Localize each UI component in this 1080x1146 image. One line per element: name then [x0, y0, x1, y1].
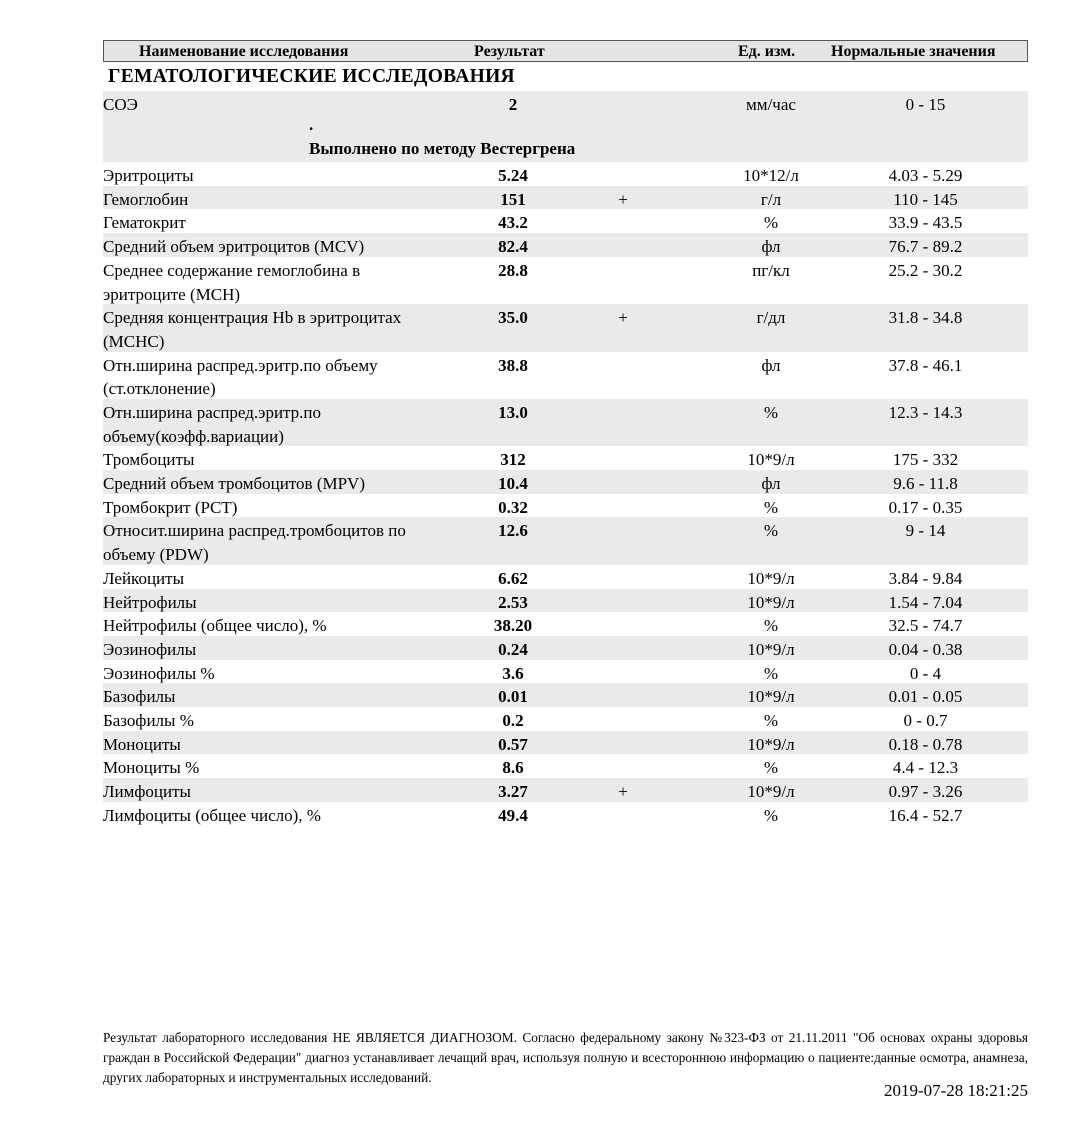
- test-name: Среднее содержание гемоглобина в эритроците (MCH): [103, 260, 361, 304]
- test-unit: фл: [761, 355, 781, 375]
- reference-range: 25.2 - 30.2: [888, 260, 963, 280]
- reference-range: 0 - 0.7: [903, 710, 948, 730]
- test-result: 312: [500, 450, 526, 470]
- table-row: [103, 731, 1028, 755]
- reference-range: 0.17 - 0.35: [888, 497, 963, 517]
- abnormal-flag: +: [618, 189, 628, 209]
- reference-range: 9 - 14: [905, 521, 946, 541]
- test-result: 82.4: [498, 237, 528, 257]
- reference-range: 16.4 - 52.7: [888, 805, 963, 825]
- table-row: [103, 470, 1028, 494]
- table-row: [103, 91, 1028, 162]
- table-row: [103, 233, 1028, 257]
- method-note: Выполнено по методу Вестергрена: [309, 139, 576, 158]
- test-name: Эритроциты: [103, 166, 194, 186]
- test-unit: %: [763, 710, 779, 730]
- test-unit: фл: [761, 237, 781, 257]
- test-unit: 10*9/л: [747, 450, 795, 470]
- test-unit: 10*9/л: [747, 734, 795, 754]
- reference-range: 175 - 332: [892, 450, 959, 470]
- test-name: Нейтрофилы (общее число), %: [103, 616, 327, 636]
- reference-range: 33.9 - 43.5: [888, 213, 963, 233]
- test-unit: фл: [761, 474, 781, 494]
- test-name: Моноциты: [103, 734, 181, 754]
- reference-range: 1.54 - 7.04: [888, 592, 963, 612]
- test-result: 0.2: [502, 710, 524, 730]
- table-row: [103, 517, 1028, 564]
- results-table: [103, 91, 1028, 825]
- reference-range: 37.8 - 46.1: [888, 355, 963, 375]
- reference-range: 12.3 - 14.3: [888, 403, 963, 423]
- test-unit: 10*9/л: [747, 592, 795, 612]
- test-result: 0.01: [498, 687, 528, 707]
- table-row: [103, 778, 1028, 802]
- test-unit: 10*9/л: [747, 568, 795, 588]
- table-row: [103, 209, 1028, 233]
- test-result: 35.0: [498, 308, 528, 328]
- reference-range: 76.7 - 89.2: [888, 237, 963, 257]
- table-row: [103, 304, 1028, 351]
- reference-range: 0.04 - 0.38: [888, 639, 963, 659]
- test-unit: %: [763, 616, 779, 636]
- table-header: [103, 40, 1028, 62]
- header-result: Результат: [474, 43, 545, 60]
- test-result: 5.24: [498, 166, 528, 186]
- table-row: [103, 186, 1028, 210]
- test-result: 28.8: [498, 260, 528, 280]
- table-row: [103, 612, 1028, 636]
- test-name: Эозинофилы %: [103, 663, 215, 683]
- test-name: Тромбоциты: [103, 450, 195, 470]
- test-name: Нейтрофилы: [103, 592, 197, 612]
- test-name: Базофилы %: [103, 710, 194, 730]
- table-row: [103, 446, 1028, 470]
- table-row: [103, 589, 1028, 613]
- test-unit: г/л: [760, 189, 782, 209]
- test-unit: %: [763, 663, 779, 683]
- test-name: Моноциты %: [103, 758, 200, 778]
- test-unit: %: [763, 403, 779, 423]
- test-unit: %: [763, 758, 779, 778]
- test-result: 8.6: [502, 758, 524, 778]
- test-unit: %: [763, 521, 779, 541]
- header-unit: Ед. изм.: [738, 43, 796, 60]
- reference-range: 0 - 4: [909, 663, 942, 683]
- test-name: Отн.ширина распред.эритр.по объему (ст.отклонение): [103, 355, 378, 399]
- reference-range: 9.6 - 11.8: [893, 474, 958, 494]
- note-dot: .: [309, 115, 314, 134]
- test-result: 151: [500, 189, 526, 209]
- test-result: 38.8: [498, 355, 528, 375]
- reference-range: 4.4 - 12.3: [892, 758, 959, 778]
- header-name: Наименование исследования: [139, 43, 349, 60]
- reference-range: 0 - 15: [905, 95, 946, 114]
- test-result: 2: [508, 95, 518, 114]
- test-result: 13.0: [498, 403, 528, 423]
- test-name: Лимфоциты (общее число), %: [103, 805, 321, 825]
- table-row: [103, 352, 1028, 399]
- test-unit: %: [763, 805, 779, 825]
- table-row: [103, 162, 1028, 186]
- test-name: Тромбокрит (PCT): [103, 497, 238, 517]
- reference-range: 0.97 - 3.26: [888, 782, 963, 802]
- test-name: Средняя концентрация Hb в эритроцитах (MCHC): [103, 308, 402, 351]
- disclaimer: Результат лабораторного исследования НЕ ЯВЛЯЕТСЯ ДИАГНОЗОМ. Согласно федеральному закону №323-ФЗ от 21.11.2011 "Об основах охраны здоровья граждан в Российской Федерации" диагноз устанавливает лечащий врач, используя полную и всестороннюю информацию о пациенте:данные осмотра, анамнеза, других лабораторных и инструментальных исследований.: [103, 1030, 1028, 1085]
- test-result: 0.32: [498, 497, 528, 517]
- test-name: Отн.ширина распред.эритр.по объему(коэфф.вариации): [103, 403, 322, 446]
- reference-range: 31.8 - 34.8: [888, 308, 963, 328]
- test-name: Базофилы: [103, 687, 176, 707]
- table-row: [103, 257, 1028, 304]
- reference-range: 3.84 - 9.84: [888, 568, 963, 588]
- table-row: [103, 636, 1028, 660]
- test-result: 12.6: [498, 521, 528, 541]
- test-result: 38.20: [493, 616, 533, 636]
- test-unit: 10*9/л: [747, 782, 795, 802]
- table-row: [103, 683, 1028, 707]
- test-name: Эозинофилы: [103, 639, 197, 659]
- test-result: 6.62: [498, 568, 528, 588]
- header-norm: Нормальные значения: [831, 43, 996, 60]
- reference-range: 0.01 - 0.05: [888, 687, 963, 707]
- table-row: [103, 802, 1028, 826]
- test-result: 10.4: [498, 474, 528, 494]
- test-unit: %: [763, 497, 779, 517]
- table-row: [103, 494, 1028, 518]
- test-name: Относит.ширина распред.тромбоцитов по объему (PDW): [103, 521, 406, 565]
- abnormal-flag: +: [618, 308, 628, 328]
- test-result: 0.24: [498, 639, 528, 659]
- test-result: 43.2: [498, 213, 528, 233]
- test-result: 0.57: [498, 734, 528, 754]
- test-name: Гематокрит: [103, 213, 186, 233]
- timestamp: 2019-07-28 18:21:25: [883, 1081, 1028, 1100]
- reference-range: 32.5 - 74.7: [888, 616, 963, 636]
- table-row: [103, 707, 1028, 731]
- test-result: 2.53: [498, 592, 528, 612]
- reference-range: 0.18 - 0.78: [888, 734, 963, 754]
- table-row: [103, 754, 1028, 778]
- test-unit: пг/кл: [752, 260, 790, 280]
- reference-range: 110 - 145: [893, 189, 958, 209]
- test-unit: 10*12/л: [743, 166, 799, 186]
- test-name: Средний объем тромбоцитов (MPV): [103, 474, 365, 494]
- test-name: Лимфоциты: [103, 782, 191, 802]
- test-unit: 10*9/л: [747, 639, 795, 659]
- table-row: [103, 399, 1028, 446]
- table-row: [103, 565, 1028, 589]
- test-name: СОЭ: [103, 95, 138, 114]
- reference-range: 4.03 - 5.29: [888, 166, 963, 186]
- test-result: 3.27: [498, 782, 528, 802]
- test-result: 3.6: [502, 663, 524, 683]
- test-unit: %: [763, 213, 779, 233]
- test-name: Средний объем эритроцитов (MCV): [103, 237, 365, 257]
- test-name: Лейкоциты: [103, 568, 184, 588]
- test-unit: мм/час: [746, 95, 796, 114]
- test-unit: 10*9/л: [747, 687, 795, 707]
- test-result: 49.4: [498, 805, 528, 825]
- abnormal-flag: +: [618, 782, 628, 802]
- section-title: ГЕМАТОЛОГИЧЕСКИЕ ИССЛЕДОВАНИЯ: [108, 66, 515, 87]
- table-row: [103, 660, 1028, 684]
- test-unit: г/дл: [756, 308, 786, 328]
- test-name: Гемоглобин: [103, 189, 189, 209]
